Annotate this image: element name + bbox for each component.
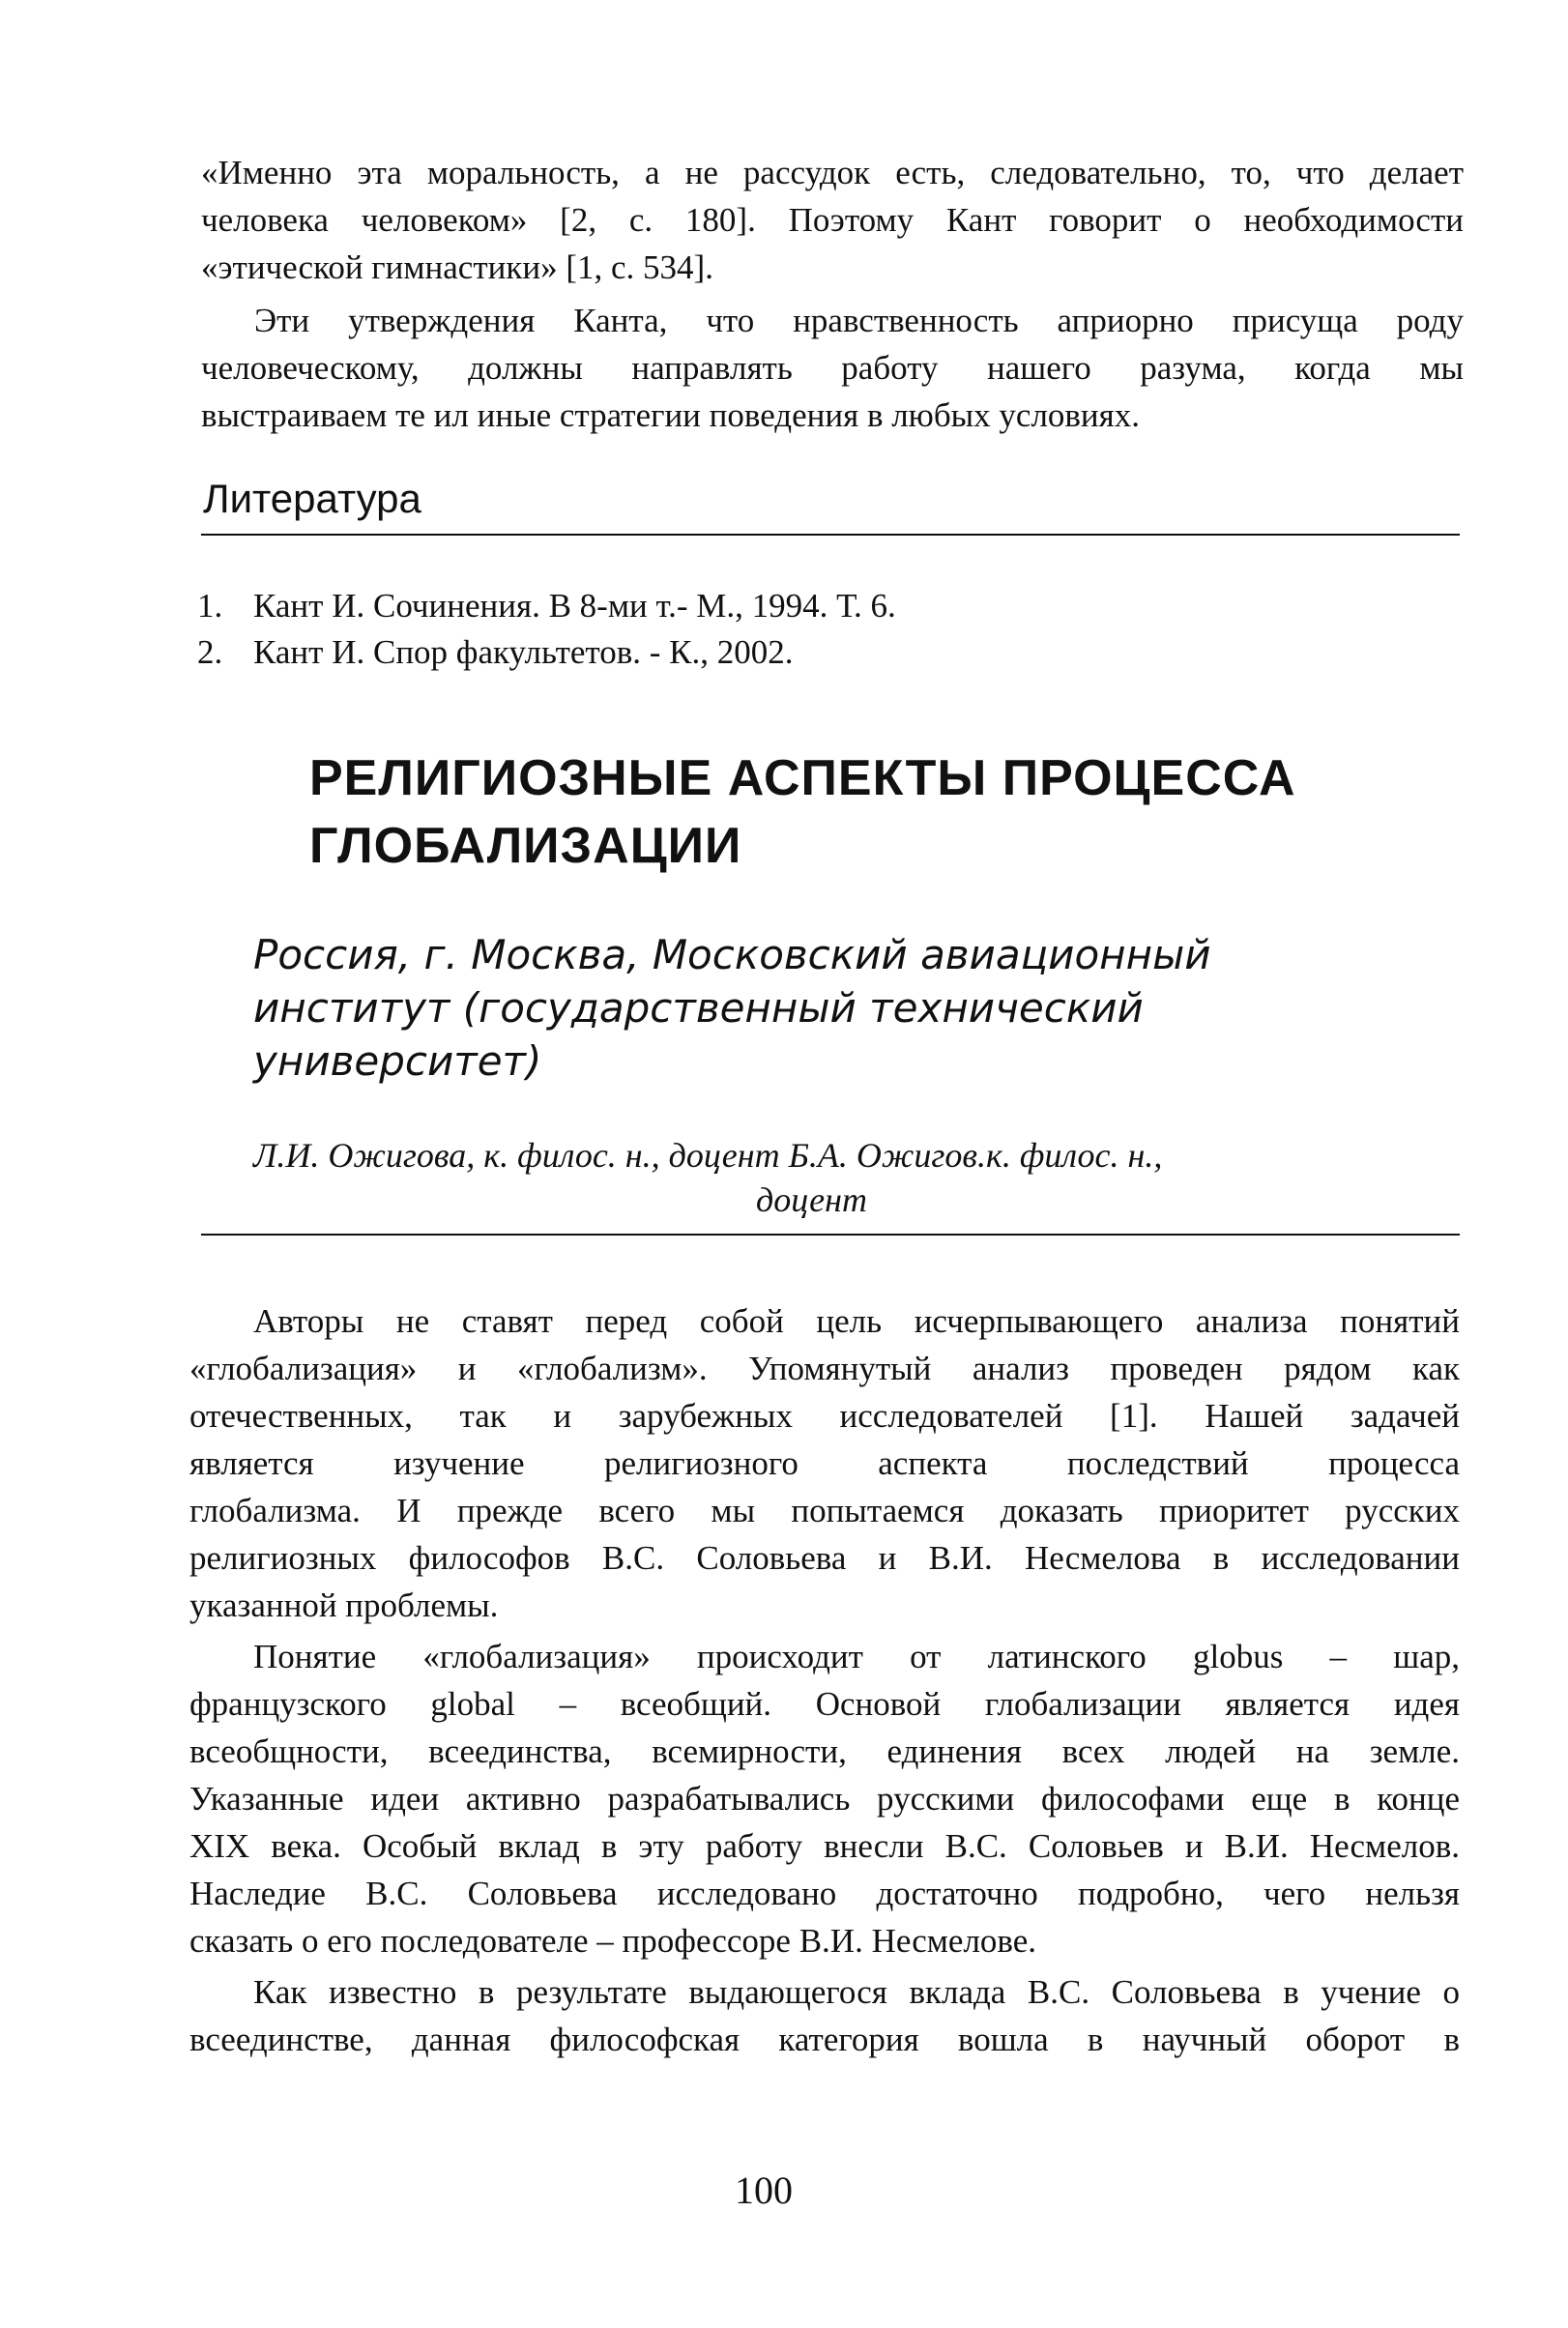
text-line: Авторы не ставят перед собой цель исчерпывающего анализа понятий — [253, 1302, 1460, 1340]
text-line: выстраиваем те ил иные стратегии поведения в любых условиях. — [201, 396, 1141, 434]
text-line: XIX века. Особый вклад в эту работу внесли В.С. Соловьев и В.И. Несмелов. — [189, 1827, 1460, 1865]
text-line: религиозных философов В.С. Соловьева и В.И. Несмелова в исследовании — [189, 1539, 1460, 1577]
top-paragraph-2 — [201, 297, 1464, 439]
reference-item-2 — [197, 630, 794, 675]
page-number: 100 — [735, 2168, 793, 2212]
text-line: Наследие В.С. Соловьева исследовано достаточно подробно, чего нельзя — [189, 1875, 1460, 1912]
text-line: «этической гимнастики» [1, с. 534]. — [201, 248, 713, 286]
text-line: Понятие «глобализация» происходит от латинского globus – шар, — [253, 1638, 1460, 1675]
text-line: всеединстве, данная философская категория вошла в научный оборот в — [189, 2021, 1460, 2058]
top-text — [201, 149, 1464, 439]
affiliation-line: институт (государственный технический — [253, 984, 1144, 1032]
authors — [253, 1133, 1413, 1222]
reference-number: 2. — [197, 633, 223, 671]
article-title — [309, 744, 1296, 880]
affiliation-line: университет) — [253, 1037, 542, 1085]
reference-text: Кант И. Спор факультетов. - К., 2002. — [253, 633, 794, 671]
reference-item-1 — [197, 584, 896, 628]
body-paragraph-2 — [189, 1633, 1460, 1964]
text-line: французского global – всеобщий. Основой глобализации является идея — [189, 1685, 1460, 1723]
literature-heading: Литература — [203, 476, 421, 521]
authors-line: доцент — [756, 1180, 867, 1219]
literature-rule — [201, 534, 1460, 536]
top-paragraph-1 — [201, 149, 1464, 291]
text-line: всеобщности, всеединства, всемирности, единения всех людей на земле. — [189, 1732, 1460, 1770]
title-line: РЕЛИГИОЗНЫЕ АСПЕКТЫ ПРОЦЕССА — [309, 750, 1296, 806]
reference-number: 1. — [197, 587, 223, 625]
text-line: является изучение религиозного аспекта последствий процесса — [189, 1444, 1460, 1482]
text-line: человека человеком» [2, с. 180]. Поэтому Кант говорит о необходимости — [201, 201, 1464, 239]
body-paragraph-1 — [189, 1297, 1460, 1629]
text-line: Эти утверждения Канта, что нравственность априорно присуща роду — [254, 302, 1464, 339]
text-line: глобализма. И прежде всего мы попытаемся доказать приоритет русских — [189, 1492, 1460, 1529]
affiliation — [253, 928, 1211, 1088]
text-line: «глобализация» и «глобализм». Упомянутый анализ проведен рядом как — [189, 1350, 1460, 1387]
text-line: Как известно в результате выдающегося вклада В.С. Соловьева в учение о — [253, 1973, 1460, 2011]
text-line: «Именно эта моральность, а не рассудок есть, следовательно, то, что делает — [201, 154, 1464, 191]
affiliation-line: Россия, г. Москва, Московский авиационный — [253, 931, 1211, 978]
body-text — [189, 1297, 1460, 2063]
text-line: человеческому, должны направлять работу нашего разума, когда мы — [201, 349, 1464, 387]
text-line: сказать о его последователе – профессоре В.И. Несмелове. — [189, 1922, 1037, 1960]
authors-line: Л.И. Ожигова, к. филос. н., доцент Б.А. Ожигов.к. филос. н., — [253, 1136, 1163, 1175]
body-paragraph-3 — [189, 1968, 1460, 2063]
text-line: Указанные идеи активно разрабатывались русскими философами еще в конце — [189, 1780, 1460, 1818]
reference-text: Кант И. Сочинения. В 8-ми т.- М., 1994. Т. 6. — [253, 587, 896, 625]
text-line: указанной проблемы. — [189, 1586, 499, 1624]
authors-rule — [201, 1234, 1460, 1236]
title-line: ГЛОБАЛИЗАЦИИ — [309, 818, 742, 874]
text-line: отечественных, так и зарубежных исследователей [1]. Нашей задачей — [189, 1397, 1460, 1435]
